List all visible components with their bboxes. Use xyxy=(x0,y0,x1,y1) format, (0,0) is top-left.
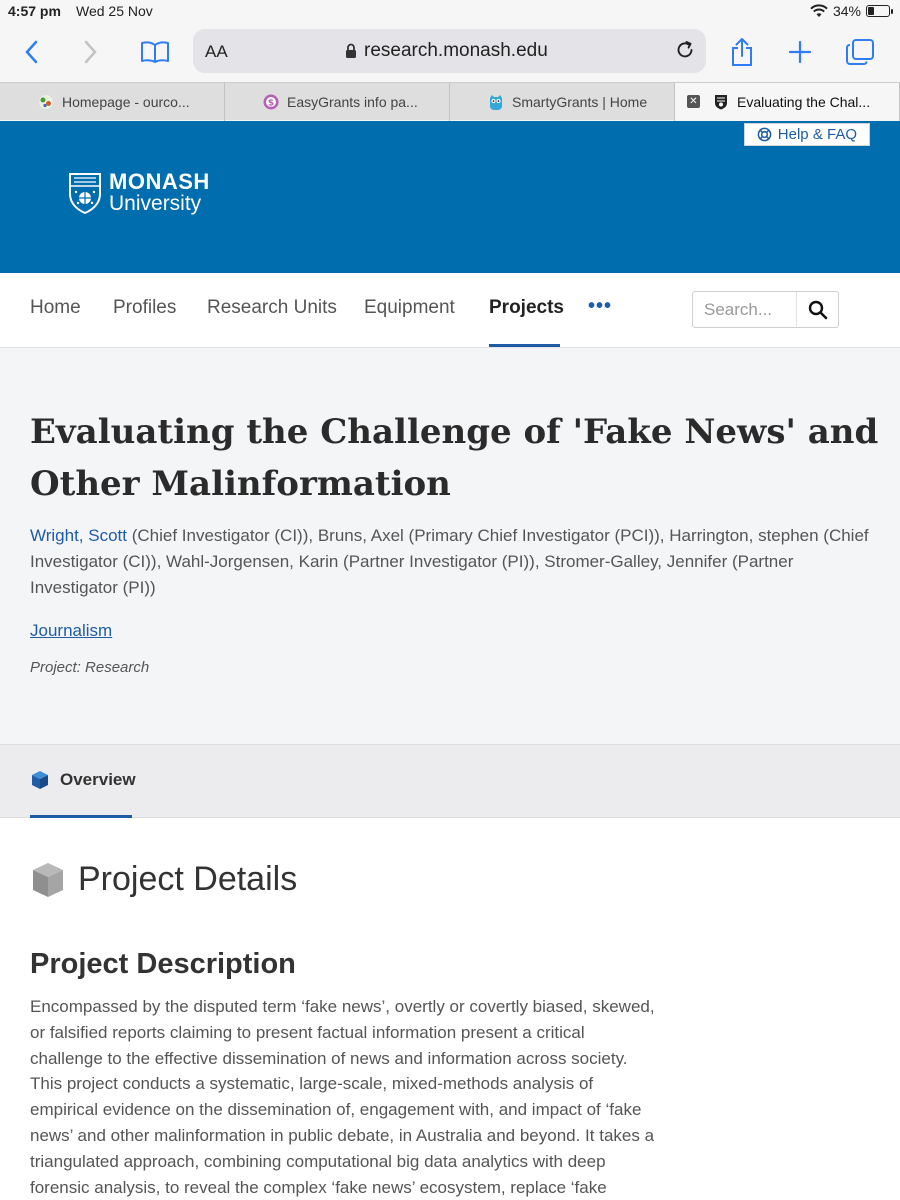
logo-line-1: MONASH xyxy=(109,169,210,194)
smartygrants-favicon xyxy=(488,94,504,110)
bookmarks-button[interactable] xyxy=(138,34,172,70)
reload-icon xyxy=(674,39,696,61)
wifi-icon xyxy=(810,4,828,18)
help-faq-label: Help & FAQ xyxy=(777,126,857,143)
back-button[interactable] xyxy=(18,34,44,70)
nav-item-home[interactable]: Home xyxy=(30,297,81,318)
content-tab-strip xyxy=(0,744,900,818)
help-faq-link[interactable] xyxy=(744,123,870,146)
project-persons xyxy=(30,523,870,601)
page-title: Evaluating the Challenge of 'Fake News' and Other Malinformation xyxy=(30,412,879,504)
browser-tab-homepage[interactable] xyxy=(0,83,225,121)
status-date: Wed 25 Nov xyxy=(76,3,153,19)
person-link-wright-scott[interactable]: Wright, Scott xyxy=(30,526,127,545)
tab-overview-label: Overview xyxy=(60,770,136,789)
project-details-heading-row xyxy=(30,860,297,899)
browser-tab-label: Homepage - ourco... xyxy=(62,94,190,110)
new-tab-icon xyxy=(788,40,812,64)
project-details-section xyxy=(0,818,900,1200)
browser-tab-bar xyxy=(0,82,900,120)
cube-gray-icon xyxy=(30,861,66,899)
lock-icon xyxy=(345,43,357,59)
nav-active-indicator xyxy=(489,344,560,347)
browser-tab-label: SmartyGrants | Home xyxy=(512,94,648,110)
monash-crest-icon xyxy=(67,172,103,214)
forward-icon xyxy=(84,40,98,64)
project-details-heading: Project Details xyxy=(78,860,298,898)
persons-roles-text: (Chief Investigator (CI)), Bruns, Axel (Primary Chief Investigator (PCI)), Harrington, stephen (Chief Investigator (CI)), Wahl-Jorgensen, Karin (Partner Investigator (PI)), Stromer-Galley, Jennifer (Partner Investigator (PI)) xyxy=(30,526,869,597)
tabs-icon xyxy=(845,38,875,66)
browser-tab-label: Evaluating the Chal... xyxy=(737,94,871,110)
browser-tab-evaluating[interactable] xyxy=(675,83,900,121)
battery-percent: 34% xyxy=(832,3,861,19)
browser-tab-label: EasyGrants info pa... xyxy=(287,94,418,110)
monash-logo[interactable] xyxy=(67,171,210,215)
project-header xyxy=(0,348,900,744)
new-tab-button[interactable] xyxy=(786,34,814,70)
homepage-favicon xyxy=(38,94,54,110)
project-description-text: Encompassed by the disputed term ‘fake news’, overtly or covertly biased, skewed, or falsified reports claiming to present factual information present a critical challenge to the effective dissemination of news and information across society. This project conducts a systematic, large-scale, mixed-methods analysis of empirical evidence on the dissemination of, engagement with, and impact of ‘fake news’ and other malinformation in public debate, in Australia and beyond. It takes a triangulated approach, combining computational big data analytics with deep forensic analysis, to reveal the complex ‘fake news’ ecosystem, replace ‘fake xyxy=(30,997,655,1197)
lifebuoy-icon xyxy=(757,127,772,142)
url-display[interactable] xyxy=(345,40,548,62)
search-button[interactable] xyxy=(796,292,838,327)
site-header xyxy=(0,121,900,273)
easygrants-favicon xyxy=(263,94,279,110)
bookmarks-icon xyxy=(140,40,170,64)
battery-icon xyxy=(866,5,890,17)
close-tab-icon[interactable]: ✕ xyxy=(687,95,700,108)
search-icon xyxy=(808,300,828,320)
nav-item-profiles[interactable]: Profiles xyxy=(113,297,177,318)
share-icon xyxy=(730,37,754,67)
battery-fill xyxy=(868,7,874,15)
browser-tab-easygrants[interactable] xyxy=(225,83,450,121)
logo-line-2: University xyxy=(109,192,202,215)
cube-icon xyxy=(30,770,50,790)
browser-toolbar xyxy=(0,24,900,82)
logo-text xyxy=(109,171,210,215)
browser-tab-smartygrants[interactable] xyxy=(450,83,675,121)
search-input[interactable] xyxy=(693,292,797,327)
site-search xyxy=(692,291,839,328)
main-nav xyxy=(0,273,900,348)
svg-text:$: $ xyxy=(267,98,275,109)
keyword-link-journalism[interactable]: Journalism xyxy=(30,621,113,640)
status-time: 4:57 pm xyxy=(8,3,61,19)
text-size-button[interactable]: AA xyxy=(205,42,228,61)
reload-button[interactable] xyxy=(674,39,696,66)
nav-more-button[interactable]: ••• xyxy=(588,295,613,317)
back-icon xyxy=(24,40,38,64)
forward-button[interactable] xyxy=(78,34,104,70)
tabs-overview-button[interactable] xyxy=(844,34,876,70)
status-right xyxy=(810,3,890,19)
nav-item-research-units[interactable]: Research Units xyxy=(207,297,337,318)
tab-overview[interactable] xyxy=(30,770,136,790)
share-button[interactable] xyxy=(728,34,756,70)
nav-item-equipment[interactable]: Equipment xyxy=(364,297,455,318)
address-bar[interactable] xyxy=(193,29,706,73)
project-description-heading: Project Description xyxy=(30,948,296,980)
monash-favicon xyxy=(713,94,729,110)
url-text: research.monash.edu xyxy=(364,40,548,61)
status-bar xyxy=(0,0,900,24)
nav-item-projects[interactable]: Projects xyxy=(489,297,564,318)
project-type: Project: Research xyxy=(30,659,150,676)
